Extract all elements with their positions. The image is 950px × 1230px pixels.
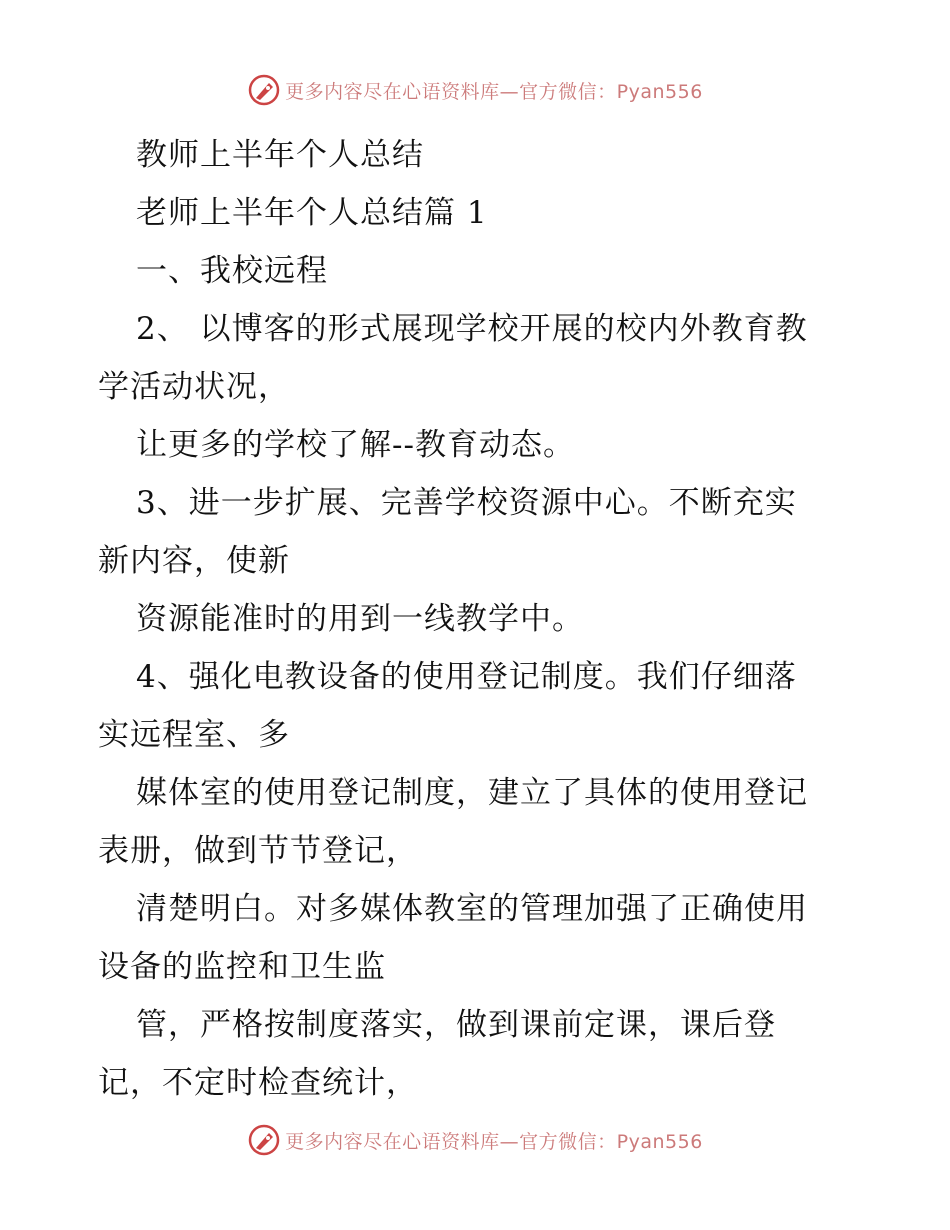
paragraph-line: 管，严格按制度落实，做到课前定课，课后登 — [136, 1007, 776, 1043]
paragraph-line: 设备的监控和卫生监 — [98, 949, 386, 985]
watermark-text: 更多内容尽在心语资料库—官方微信：Pyan556 — [285, 1130, 703, 1153]
paragraph-line: 媒体室的使用登记制度，建立了具体的使用登记 — [136, 775, 808, 811]
header-watermark-banner — [0, 70, 950, 110]
document-body — [98, 126, 858, 1112]
document-subtitle: 老师上半年个人总结篇 1 — [136, 195, 488, 231]
paragraph-line: 清楚明白。对多媒体教室的管理加强了正确使用 — [136, 891, 808, 927]
paragraph-line: 4、强化电教设备的使用登记制度。我们仔细落 — [136, 659, 797, 695]
document-title: 教师上半年个人总结 — [136, 137, 424, 173]
paragraph-line: 让更多的学校了解--教育动态。 — [136, 427, 575, 463]
paragraph-line: 2、 以博客的形式展现学校开展的校内外教育教 — [136, 311, 808, 347]
paragraph-line: 3、进一步扩展、完善学校资源中心。不断充实 — [136, 485, 797, 521]
pen-nib-logo-icon — [247, 73, 281, 107]
paragraph-line: 新内容，使新 — [98, 543, 290, 579]
paragraph-line: 实远程室、多 — [98, 717, 290, 753]
pen-nib-logo-icon — [247, 1123, 281, 1157]
watermark-text: 更多内容尽在心语资料库—官方微信：Pyan556 — [285, 80, 703, 103]
paragraph-line: 表册，做到节节登记， — [98, 833, 418, 869]
paragraph-line: 一、我校远程 — [136, 253, 328, 289]
paragraph-line: 资源能准时的用到一线教学中。 — [136, 601, 584, 637]
paragraph-line: 记，不定时检查统计， — [98, 1065, 418, 1101]
paragraph-line: 学活动状况， — [98, 369, 290, 405]
footer-watermark-banner — [0, 1120, 950, 1160]
